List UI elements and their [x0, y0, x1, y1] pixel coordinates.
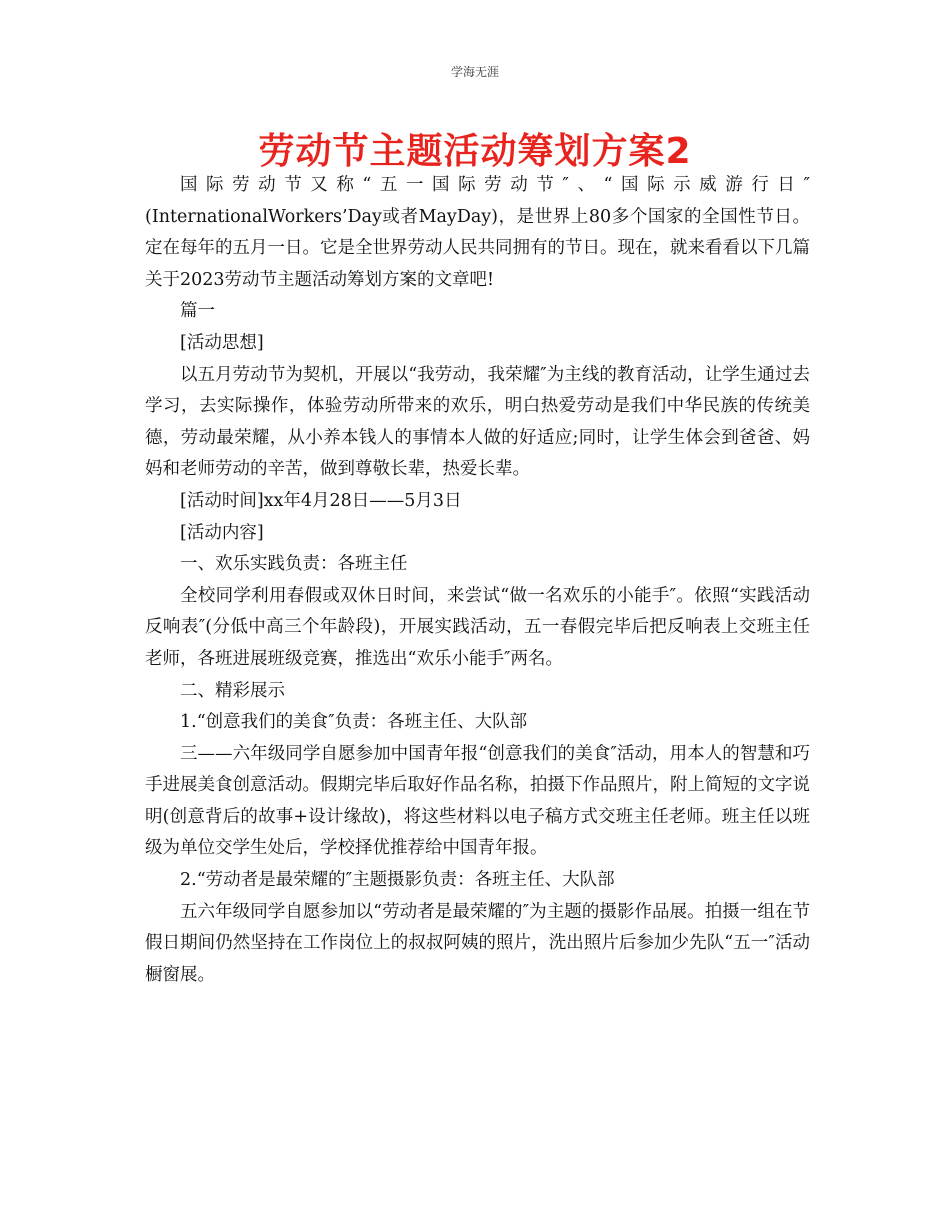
paragraph-activity-time: [活动时间]xx年4月28日——5月3日	[180, 490, 462, 511]
section-heading-happy-practice: 一、欢乐实践负责：各班主任	[180, 554, 408, 575]
section-heading-photography: 2.“劳动者是最荣耀的″主题摄影负责：各班主任、大队部	[180, 870, 615, 891]
paragraph-photography: 五六年级同学自愿参加以“劳动者是最荣耀的″为主题的摄影作品展。拍摄一组在节假日期间仍然坚持在工作岗位上的叔叔阿姨的照片，洗出照片后参加少先队“五一″活动橱窗展。	[145, 901, 810, 985]
section-heading-creative-food: 1.“创意我们的美食″负责：各班主任、大队部	[180, 712, 528, 733]
paragraph-creative-food: 三——六年级同学自愿参加中国青年报“创意我们的美食″活动，用本人的智慧和巧手进展美食创意活动。假期完毕后取好作品名称，拍摄下作品照片，附上简短的文字说明(创意背后的故事+设计缘故)，将这些材料以电子稿方式交班主任老师。班主任以班级为单位交学生处后，学校择优推荐给中国青年报。	[145, 743, 810, 859]
section-heading-part-one: 篇一	[180, 301, 215, 322]
paragraph-happy-practice: 全校同学利用春假或双休日时间，来尝试“做一名欢乐的小能手″。依照“实践活动反响表″(分低中高三个年龄段)，开展实践活动，五一春假完毕后把反响表上交班主任老师，各班进展班级竞赛，推选出“欢乐小能手″两名。	[145, 585, 810, 669]
section-heading-showcase: 二、精彩展示	[180, 680, 285, 701]
section-heading-activity-idea: [活动思想]	[180, 332, 264, 353]
paragraph-activity-idea: 以五月劳动节为契机，开展以“我劳动，我荣耀″为主线的教育活动，让学生通过去学习，去实际操作，体验劳动所带来的欢乐，明白热爱劳动是我们中华民族的传统美德，劳动最荣耀，从小养本钱人的事情本人做的好适应;同时，让学生体会到爸爸、妈妈和老师劳动的辛苦，做到尊敬长辈，热爱长辈。	[145, 364, 810, 480]
section-heading-activity-content: [活动内容]	[180, 522, 264, 543]
document-body	[145, 170, 810, 991]
page-header: 学海无涯	[450, 65, 499, 79]
document-title: 劳动节主题活动筹划方案2	[258, 131, 692, 172]
paragraph-intro: 国际劳动节又称“五一国际劳动节″、“国际示威游行日″(InternationalWorkers’Day或者MayDay)，是世界上80多个国家的全国性节日。定在每年的五月一日。它是全世界劳动人民共同拥有的节日。现在，就来看看以下几篇关于2023劳动节主题活动筹划方案的文章吧!	[145, 175, 810, 290]
